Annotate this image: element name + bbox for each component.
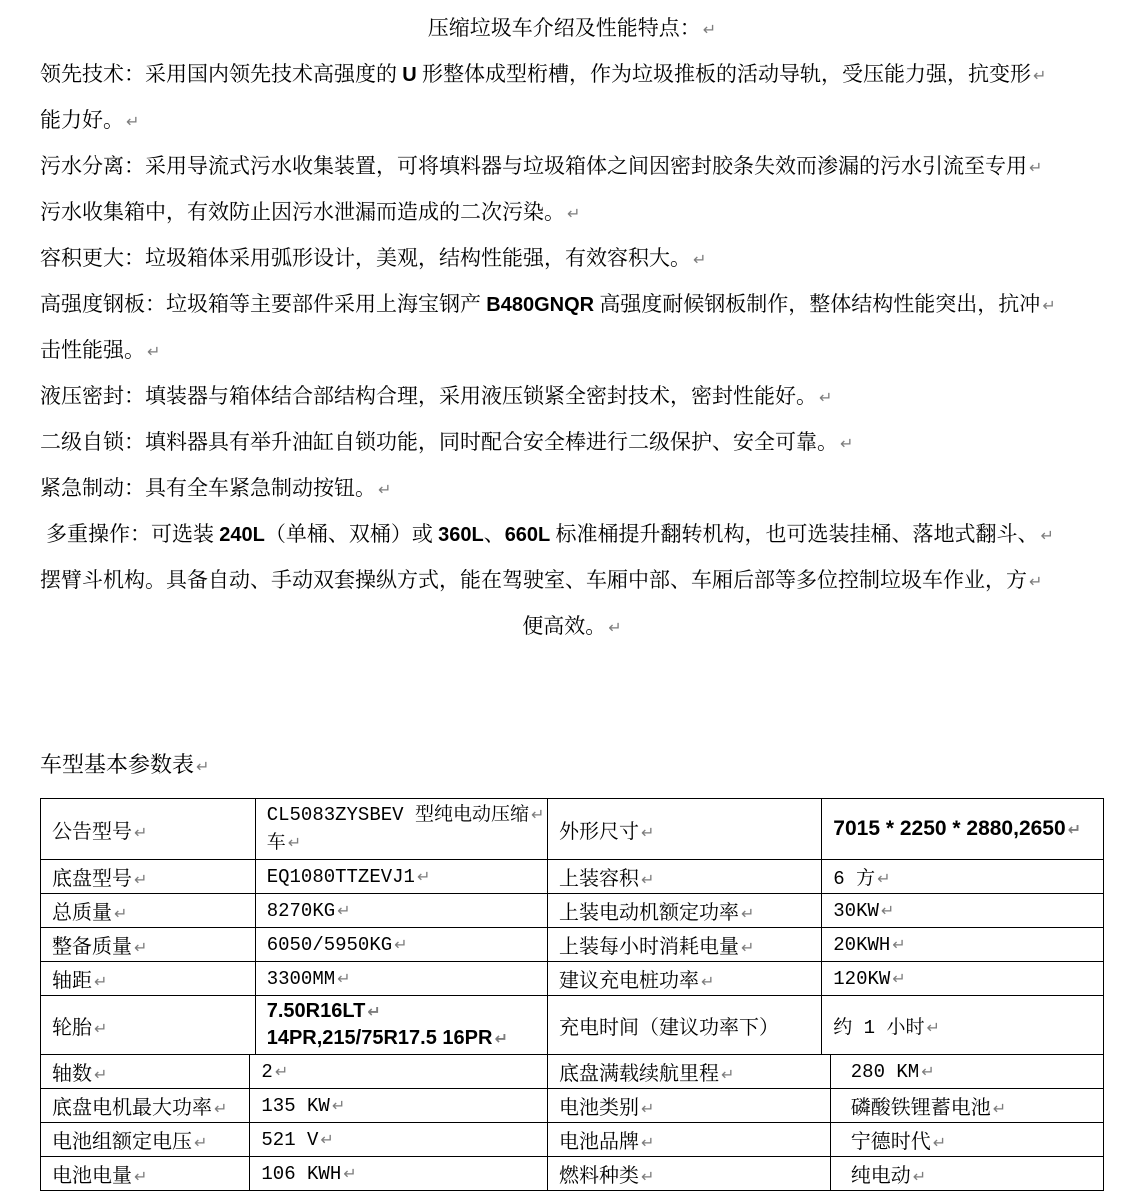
line-text: 形整体成型桁槽，作为垃圾推板的活动导轨，受压能力强，抗变形 — [416, 62, 1031, 86]
paragraph-line — [40, 374, 1104, 420]
return-mark-icon: ↵ — [932, 1133, 947, 1152]
cell-text: 电池类别 — [559, 1097, 640, 1119]
return-mark-icon: ↵ — [641, 1133, 655, 1152]
return-mark-icon: ↵ — [912, 1167, 927, 1186]
cell-text: 公告型号 — [52, 820, 132, 843]
return-mark-icon: ↵ — [693, 250, 707, 269]
table-row — [41, 1089, 1104, 1123]
return-mark-icon: ↵ — [1029, 572, 1043, 591]
return-mark-icon: ↵ — [1032, 66, 1047, 85]
cell-text: 轴数 — [52, 1063, 92, 1085]
cell-text: EQ1080TTZEVJ1 — [266, 865, 415, 888]
cell-text: 上装每小时消耗电量 — [559, 936, 740, 958]
table-heading — [40, 750, 1104, 782]
cell-text: 车 — [266, 832, 286, 854]
return-mark-icon: ↵ — [134, 870, 148, 889]
cell-value — [255, 860, 547, 894]
line-text: 高强度钢板：垃圾箱等主要部件采用上海宝钢产 — [40, 292, 487, 316]
cell-text: 14PR,215/75R17.5 16PR — [266, 1027, 493, 1049]
cell-text: 20KWH — [833, 933, 891, 956]
cell-text: 6050/5950KG — [266, 933, 393, 956]
cell-text: 7015 * 2250 * 2880,2650 — [833, 817, 1066, 840]
line-text-sans: U — [402, 64, 417, 86]
line-text: 摆臂斗机构。具备自动、手动双套操纵方式，能在驾驶室、车厢中部、车厢后部等多位控制垃圾车作业，方 — [40, 568, 1027, 592]
line-text: 领先技术：采用国内领先技术高强度的 — [40, 62, 403, 86]
table-row — [41, 860, 1104, 894]
return-mark-icon: ↵ — [343, 1163, 357, 1183]
cell-value — [830, 1123, 1103, 1157]
line-text-sans: B480GNQR — [486, 294, 595, 316]
cell-label — [41, 799, 256, 860]
return-mark-icon: ↵ — [840, 434, 854, 453]
return-mark-icon: ↵ — [147, 342, 161, 361]
line-text: 击性能强。 — [40, 338, 145, 362]
return-mark-icon: ↵ — [641, 870, 655, 889]
cell-label — [548, 928, 822, 962]
paragraph-line — [40, 604, 1104, 650]
line-text: 能力好。 — [40, 108, 124, 132]
cell-value — [830, 1055, 1103, 1089]
cell-text: 建议充电桩功率 — [559, 970, 700, 992]
line-text: 污水收集箱中，有效防止因污水泄漏而造成的二次污染。 — [40, 200, 565, 224]
return-mark-icon: ↵ — [416, 866, 431, 886]
feature-paragraph — [40, 420, 1104, 466]
paragraph-line — [40, 558, 1104, 604]
return-mark-icon: ↵ — [94, 1018, 108, 1038]
cell-label — [548, 962, 822, 996]
cell-text: 燃料种类 — [559, 1165, 640, 1187]
return-mark-icon: ↵ — [367, 1002, 381, 1021]
return-mark-icon: ↵ — [921, 1061, 935, 1081]
paragraph-line — [40, 144, 1104, 190]
table-row — [41, 1123, 1104, 1157]
cell-value — [822, 928, 1104, 962]
cell-value — [255, 799, 547, 860]
table-row — [41, 996, 1104, 1055]
line-text: 、 — [483, 522, 505, 546]
table-row — [41, 799, 1104, 860]
line-text: 液压密封：填装器与箱体结合部结构合理，采用液压锁紧全密封技术，密封性能好。 — [40, 384, 817, 408]
return-mark-icon: ↵ — [877, 869, 891, 888]
line-text: 污水分离：采用导流式污水收集装置，可将填料器与垃圾箱体之间因密封胶条失效而渗漏的污水引流至专用 — [40, 154, 1027, 178]
cell-line — [267, 1025, 541, 1052]
cell-text: 外形尺寸 — [559, 820, 640, 843]
return-mark-icon: ↵ — [378, 480, 392, 499]
cell-line — [267, 829, 541, 857]
return-mark-icon: ↵ — [331, 1095, 346, 1115]
return-mark-icon: ↵ — [701, 972, 715, 991]
return-mark-icon: ↵ — [1040, 526, 1054, 545]
doc-title — [40, 6, 1104, 52]
line-text: 容积更大：垃圾箱体采用弧形设计，美观，结构性能强，有效容积大。 — [40, 246, 691, 270]
cell-value — [822, 860, 1104, 894]
cell-value — [250, 1089, 548, 1123]
cell-text: 3300MM — [266, 967, 336, 990]
cell-text: 120KW — [833, 967, 891, 990]
cell-label — [41, 996, 256, 1055]
return-mark-icon: ↵ — [892, 934, 906, 954]
cell-label — [41, 860, 256, 894]
cell-label — [41, 1157, 250, 1191]
cell-value — [830, 1089, 1103, 1123]
params-table-top — [40, 798, 1104, 1055]
paragraph-line — [40, 52, 1104, 98]
params-table-bottom — [40, 1055, 1104, 1191]
feature-paragraph — [40, 282, 1104, 374]
feature-paragraph — [40, 466, 1104, 512]
cell-text: 底盘型号 — [52, 868, 132, 890]
return-mark-icon: ↵ — [741, 938, 755, 957]
paragraph-line — [40, 236, 1104, 282]
cell-label — [548, 1157, 831, 1191]
paragraph-line — [40, 420, 1104, 466]
return-mark-icon: ↵ — [196, 757, 210, 776]
cell-text: 30KW — [833, 899, 879, 922]
line-text-sans: 360L — [438, 524, 484, 546]
cell-text: 电池电量 — [52, 1165, 132, 1187]
line-text: 便高效。 — [522, 614, 607, 638]
paragraph-line — [40, 98, 1104, 144]
cell-label — [548, 799, 822, 860]
line-text-sans: 240L — [219, 524, 265, 546]
cell-text: 轮胎 — [52, 1016, 92, 1039]
cell-text: 总质量 — [52, 902, 112, 924]
cell-value — [822, 799, 1104, 860]
cell-value — [250, 1055, 548, 1089]
return-mark-icon: ↵ — [287, 833, 302, 852]
return-mark-icon: ↵ — [702, 20, 717, 39]
line-text: 二级自锁：填料器具有举升油缸自锁功能，同时配合安全棒进行二级保护、安全可靠。 — [40, 430, 838, 454]
return-mark-icon: ↵ — [94, 972, 108, 991]
cell-text: 280 KM — [850, 1060, 920, 1083]
cell-label — [548, 996, 822, 1055]
cell-text: 底盘电机最大功率 — [52, 1097, 212, 1119]
cell-text: 轴距 — [52, 970, 92, 992]
cell-text: CL5083ZYSBEV 型纯电动压缩 — [266, 804, 529, 826]
cell-line — [267, 998, 541, 1025]
cell-text: 7.50R16LT — [266, 1000, 366, 1022]
cell-value — [250, 1157, 548, 1191]
return-mark-icon: ↵ — [1042, 296, 1056, 315]
cell-value — [255, 894, 547, 928]
return-mark-icon: ↵ — [1067, 820, 1082, 839]
cell-text: 电池品牌 — [559, 1131, 640, 1153]
return-mark-icon: ↵ — [880, 900, 895, 920]
cell-line — [266, 801, 545, 829]
return-mark-icon: ↵ — [641, 822, 655, 842]
cell-text: 纯电动 — [850, 1165, 911, 1187]
return-mark-icon: ↵ — [721, 1065, 735, 1084]
cell-text: 磷酸铁锂蓄电池 — [850, 1097, 991, 1119]
cell-text: 8270KG — [266, 899, 336, 922]
return-mark-icon: ↵ — [641, 1099, 655, 1118]
cell-value — [822, 996, 1104, 1055]
line-text: 高强度耐候钢板制作，整体结构性能突出，抗冲 — [594, 292, 1041, 316]
return-mark-icon: ↵ — [94, 1065, 108, 1084]
table-heading-text: 车型基本参数表 — [40, 752, 195, 777]
feature-paragraph — [40, 374, 1104, 420]
cell-value — [830, 1157, 1103, 1191]
return-mark-icon: ↵ — [194, 1133, 208, 1152]
cell-text: 约 1 小时 — [833, 1016, 925, 1039]
line-text: 多重操作：可选装 — [46, 522, 220, 546]
cell-label — [548, 894, 822, 928]
return-mark-icon: ↵ — [608, 618, 622, 637]
feature-paragraph — [40, 512, 1104, 650]
table-row — [41, 928, 1104, 962]
paragraph-line — [40, 466, 1104, 512]
return-mark-icon: ↵ — [337, 900, 351, 920]
return-mark-icon: ↵ — [320, 1129, 334, 1149]
line-text: 紧急制动：具有全车紧急制动按钮。 — [40, 476, 376, 500]
return-mark-icon: ↵ — [892, 968, 906, 988]
return-mark-icon: ↵ — [530, 805, 545, 824]
line-text-sans: 660L — [504, 524, 551, 546]
cell-text: 2 — [261, 1060, 273, 1083]
table-row — [41, 894, 1104, 928]
return-mark-icon: ↵ — [494, 1029, 508, 1048]
return-mark-icon: ↵ — [274, 1061, 289, 1081]
cell-text: 宁德时代 — [850, 1131, 931, 1153]
return-mark-icon: ↵ — [819, 388, 833, 407]
return-mark-icon: ↵ — [134, 1167, 148, 1186]
return-mark-icon: ↵ — [567, 204, 581, 223]
paragraph-line — [40, 328, 1104, 374]
cell-label — [41, 1055, 250, 1089]
return-mark-icon: ↵ — [1029, 158, 1043, 177]
cell-label — [41, 962, 256, 996]
return-mark-icon: ↵ — [114, 904, 128, 923]
cell-label — [41, 1123, 250, 1157]
cell-label — [41, 894, 256, 928]
cell-value — [822, 894, 1104, 928]
cell-text: 上装电动机额定功率 — [559, 902, 740, 924]
paragraph-line — [40, 190, 1104, 236]
feature-paragraph — [40, 144, 1104, 236]
return-mark-icon: ↵ — [926, 1017, 940, 1037]
return-mark-icon: ↵ — [992, 1099, 1007, 1118]
return-mark-icon: ↵ — [126, 112, 140, 131]
paragraph-line — [40, 512, 1104, 558]
cell-text: 上装容积 — [559, 868, 640, 890]
cell-label — [548, 1055, 831, 1089]
cell-value — [255, 962, 547, 996]
table-row — [41, 1157, 1104, 1191]
cell-text: 充电时间（建议功率下） — [559, 1016, 780, 1039]
cell-text: 整备质量 — [52, 936, 132, 958]
cell-value — [255, 996, 547, 1055]
cell-text: 135 KW — [261, 1094, 330, 1117]
cell-text: 6 方 — [833, 868, 876, 890]
cell-label — [548, 1123, 831, 1157]
cell-text: 106 KWH — [261, 1162, 342, 1185]
cell-label — [41, 928, 256, 962]
return-mark-icon: ↵ — [134, 822, 148, 842]
return-mark-icon: ↵ — [394, 934, 408, 954]
return-mark-icon: ↵ — [337, 968, 351, 988]
line-text: 标准桶提升翻转机构，也可选装挂桶、落地式翻斗、 — [550, 522, 1039, 546]
return-mark-icon: ↵ — [641, 1167, 655, 1186]
cell-value — [250, 1123, 548, 1157]
return-mark-icon: ↵ — [214, 1099, 228, 1118]
return-mark-icon: ↵ — [741, 904, 755, 923]
cell-label — [548, 860, 822, 894]
line-text: （单桶、双桶）或 — [264, 522, 439, 546]
cell-label — [548, 1089, 831, 1123]
cell-label — [41, 1089, 250, 1123]
return-mark-icon: ↵ — [134, 938, 148, 957]
feature-paragraph — [40, 236, 1104, 282]
cell-text: 底盘满载续航里程 — [559, 1063, 720, 1085]
cell-value — [822, 962, 1104, 996]
cell-text: 521 V — [261, 1128, 319, 1151]
cell-text: 电池组额定电压 — [52, 1131, 192, 1153]
paragraph-line — [40, 282, 1104, 328]
doc-title-text: 压缩垃圾车介绍及性能特点： — [427, 16, 701, 40]
table-row — [41, 1055, 1104, 1089]
feature-paragraph — [40, 52, 1104, 144]
cell-value — [255, 928, 547, 962]
table-row — [41, 962, 1104, 996]
